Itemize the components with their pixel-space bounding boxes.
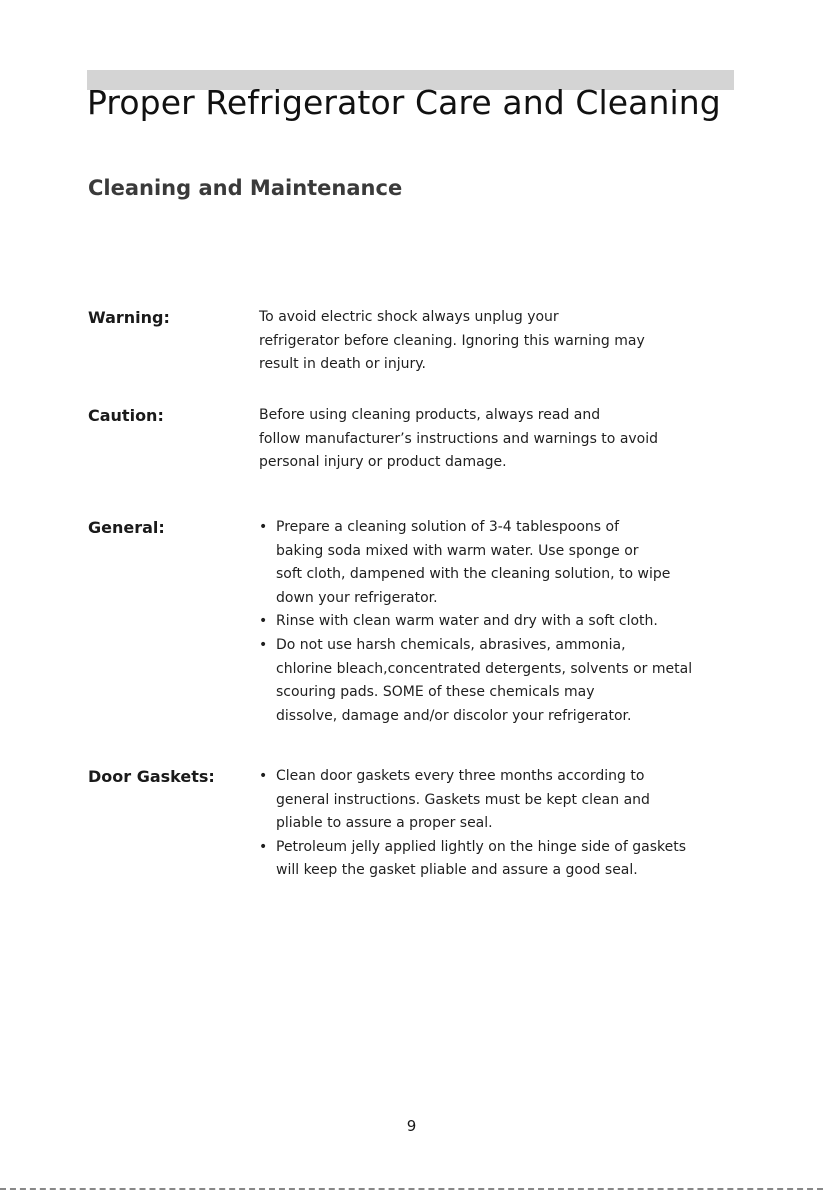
section-heading: Cleaning and Maintenance bbox=[88, 176, 403, 200]
general-bullet-line: down your refrigerator. bbox=[276, 589, 438, 606]
caution-text bbox=[259, 404, 739, 475]
caution-line: Before using cleaning products, always read and bbox=[259, 407, 601, 423]
warning-text bbox=[259, 306, 739, 377]
bullet-icon: • bbox=[259, 519, 268, 535]
door-gaskets-bullet-line: will keep the gasket pliable and assure a good seal. bbox=[276, 862, 638, 879]
door-gaskets-bullet-line: Clean door gaskets every three months according to bbox=[276, 768, 645, 784]
general-bullet-line: dissolve, damage and/or discolor your refrigerator. bbox=[276, 707, 632, 724]
door-gaskets-label: Door Gaskets: bbox=[88, 767, 215, 786]
list-item bbox=[259, 765, 739, 836]
bullet-icon: • bbox=[259, 613, 268, 630]
door-gaskets-bullet-line: Petroleum jelly applied lightly on the hinge side of gaskets bbox=[276, 838, 687, 855]
bullet-icon: • bbox=[259, 838, 268, 855]
door-gaskets-bullet-line: general instructions. Gaskets must be kept clean and bbox=[276, 791, 650, 808]
door-gaskets-text bbox=[259, 765, 739, 883]
caution-label: Caution: bbox=[88, 406, 164, 425]
page-title: Proper Refrigerator Care and Cleaning bbox=[87, 83, 721, 122]
caution-line: follow manufacturer’s instructions and warnings to avoid bbox=[259, 430, 659, 447]
warning-line: result in death or injury. bbox=[259, 356, 426, 373]
bullet-icon: • bbox=[259, 768, 268, 784]
door-gaskets-bullet-list bbox=[259, 765, 739, 883]
list-item bbox=[259, 610, 739, 634]
general-bullet-line: Do not use harsh chemicals, abrasives, ammonia, bbox=[276, 636, 626, 653]
warning-line: To avoid electric shock always unplug your bbox=[259, 309, 559, 325]
list-item bbox=[259, 634, 739, 728]
general-bullet-line: soft cloth, dampened with the cleaning solution, to wipe bbox=[276, 566, 671, 583]
warning-label: Warning: bbox=[88, 308, 170, 327]
list-item bbox=[259, 836, 739, 883]
list-item bbox=[259, 516, 739, 610]
caution-line: personal injury or product damage. bbox=[259, 454, 507, 471]
general-text bbox=[259, 516, 739, 728]
page-number: 9 bbox=[406, 1117, 417, 1135]
general-bullet-line: Rinse with clean warm water and dry with a soft cloth. bbox=[276, 613, 658, 630]
general-label: General: bbox=[88, 518, 165, 537]
bullet-icon: • bbox=[259, 636, 268, 653]
footer-divider bbox=[0, 1188, 823, 1190]
general-bullet-line: scouring pads. SOME of these chemicals may bbox=[276, 684, 595, 701]
warning-line: refrigerator before cleaning. Ignoring this warning may bbox=[259, 332, 645, 349]
general-bullet-line: baking soda mixed with warm water. Use sponge or bbox=[276, 542, 639, 559]
general-bullet-line: chlorine bleach,concentrated detergents, solvents or metal bbox=[276, 660, 693, 677]
general-bullet-line: Prepare a cleaning solution of 3-4 tablespoons of bbox=[276, 519, 620, 535]
general-bullet-list bbox=[259, 516, 739, 728]
door-gaskets-bullet-line: pliable to assure a proper seal. bbox=[276, 815, 493, 832]
